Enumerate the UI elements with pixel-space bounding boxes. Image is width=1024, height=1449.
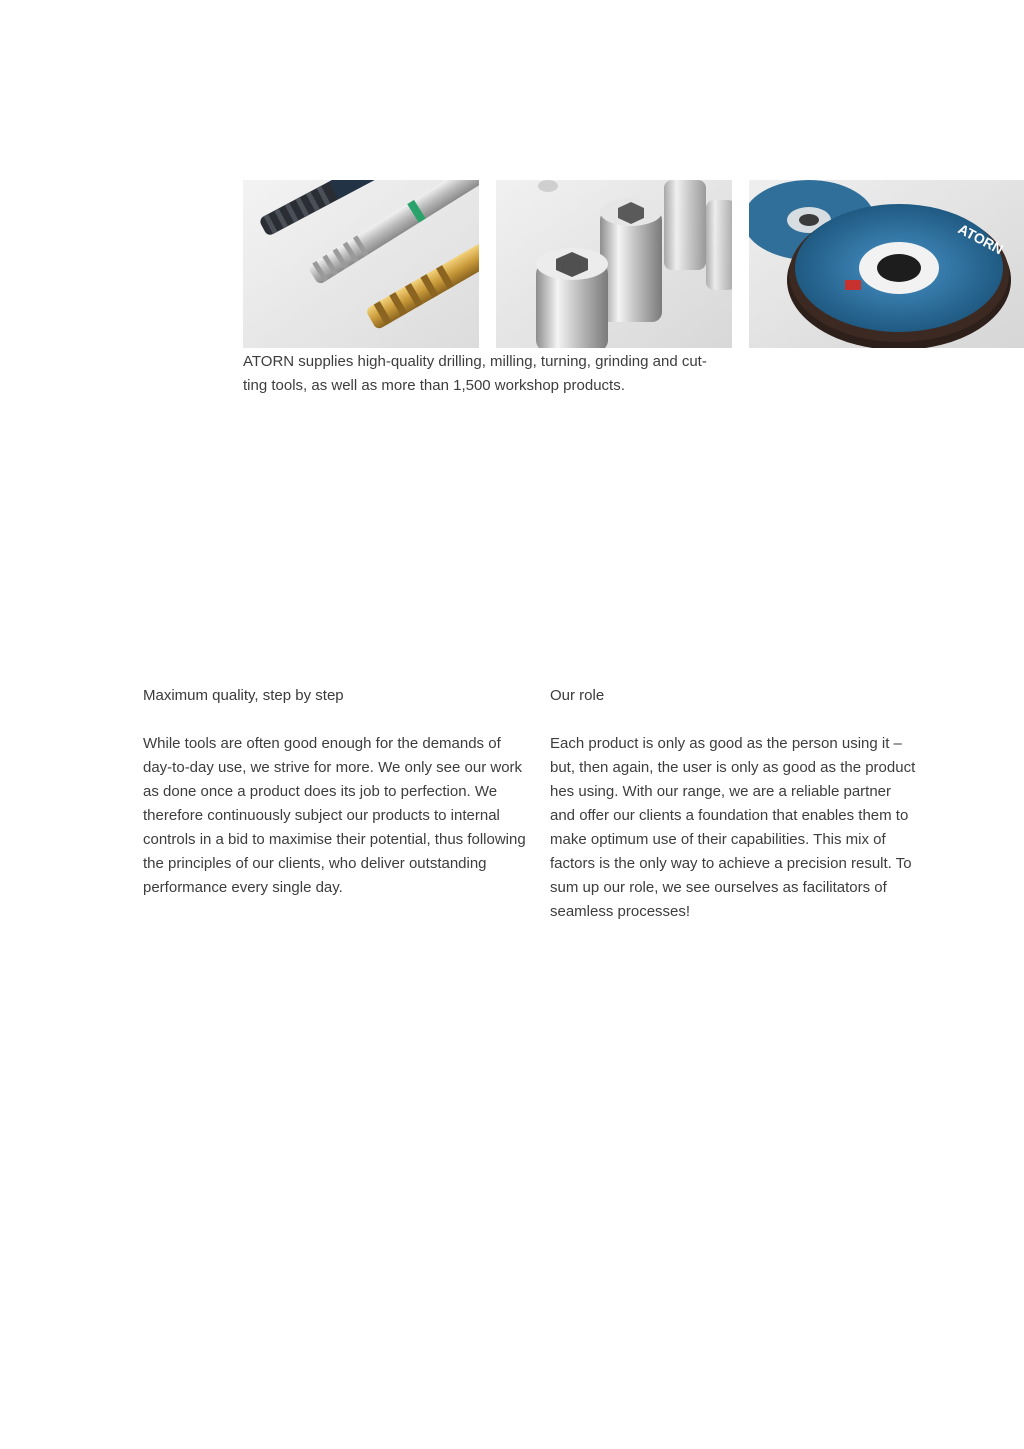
svg-text:ATORN: ATORN: [955, 220, 1006, 258]
role-section: [550, 684, 920, 924]
photo-drill-bits: [243, 180, 479, 348]
caption-line-1: ATORN supplies high-quality drilling, milling, turning, grinding and cut-: [243, 353, 707, 370]
photo-grinding-discs: [749, 180, 1024, 348]
drill-bits-icon: [243, 180, 479, 348]
socket-icon: [496, 180, 732, 348]
caption-line-2: ting tools, as well as more than 1,500 workshop products.: [243, 377, 625, 394]
quality-section: [143, 684, 528, 900]
grinding-disc-icon: [749, 180, 1024, 348]
photo-caption: [243, 350, 773, 398]
role-body: Each product is only as good as the person using it – but, then again, the user is only as good as the product hes using. With our range, we are a reliable partner and offer our clients a foundation that enables them to make optimum use of their capabilities. This mix of factors is the only way to achieve a precision result. To sum up our role, we see ourselves as facilitators of seamless processes!: [550, 735, 916, 920]
photo-sockets: [496, 180, 732, 348]
role-heading: Our role: [550, 687, 605, 704]
quality-heading: Maximum quality, step by step: [143, 687, 344, 704]
quality-body: While tools are often good enough for the demands of day-to-day use, we strive for more. We only see our work as done once a product does its job to perfection. We therefore continuously subject our products to internal controls in a bid to maximise their potential, thus following the principles of our clients, who deliver outstanding performance every single day.: [143, 735, 526, 896]
